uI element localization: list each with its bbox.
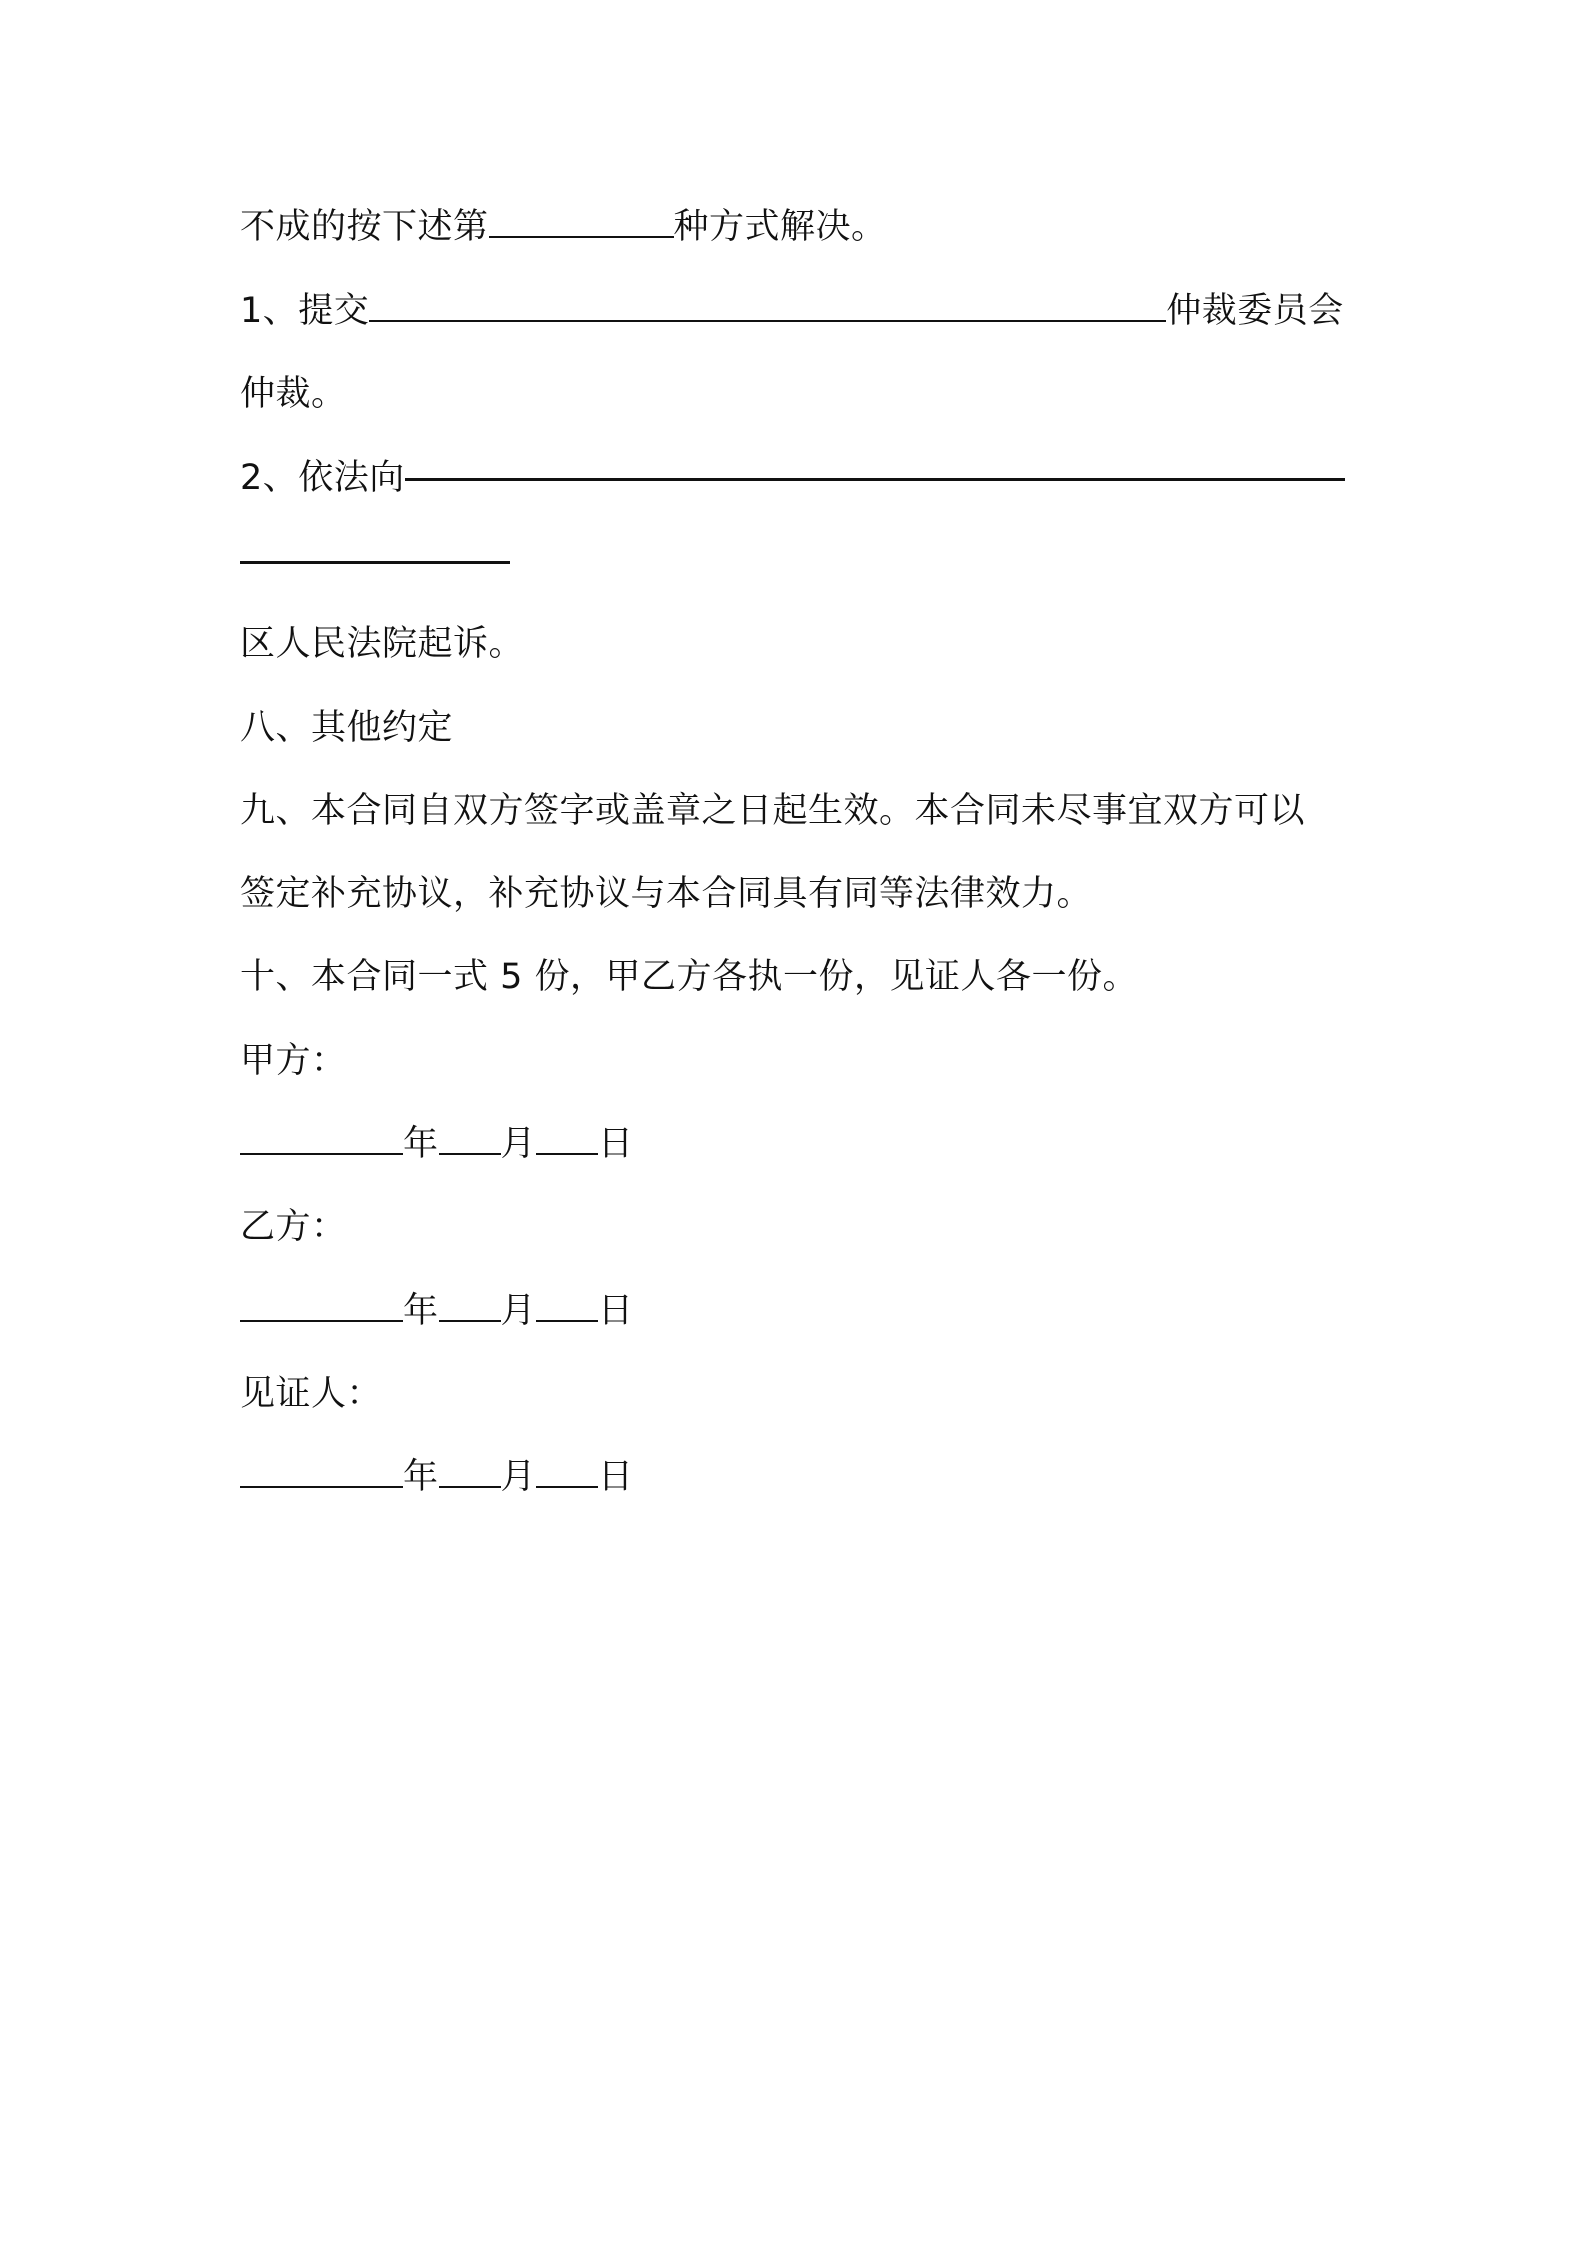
party-b-date-line [240, 1286, 634, 1336]
party-a-year-label: 年 [403, 1124, 439, 1164]
party-b-label: 乙方： [240, 1207, 347, 1247]
party-b-year-blank [240, 1286, 403, 1322]
witness-date-line [240, 1452, 634, 1502]
court-option-line [240, 453, 1345, 503]
party-a-date-line [240, 1119, 634, 1169]
arbitration-committee-blank [369, 286, 1166, 322]
arbitration-option-line [240, 286, 1344, 336]
party-a-month-blank [439, 1119, 501, 1155]
witness-year-blank [240, 1452, 403, 1488]
party-b-year-label: 年 [403, 1291, 439, 1331]
court-dash-line-2-row [240, 536, 510, 586]
section-9-line-1: 九、本合同自双方签字或盖章之日起生效。本合同未尽事宜双方可以 [240, 791, 1306, 831]
arbitration-suffix: 仲裁委员会 [1166, 291, 1344, 331]
party-b-month-blank [439, 1286, 501, 1322]
dispute-prefix: 不成的按下述第 [240, 207, 489, 247]
arbitration-continuation: 仲裁。 [240, 374, 347, 414]
party-a-label: 甲方： [240, 1041, 347, 1081]
court-dash-line-2 [240, 561, 510, 564]
party-a-month-label: 月 [500, 1124, 537, 1164]
court-label: 2、依法向 [240, 458, 405, 498]
dispute-resolution-line [240, 202, 887, 252]
party-b-month-label: 月 [500, 1291, 537, 1331]
witness-month-label: 月 [500, 1457, 537, 1497]
court-continuation: 区人民法院起诉。 [240, 624, 525, 664]
section-10: 十、本合同一式 5 份，甲乙方各执一份，见证人各一份。 [240, 957, 1139, 997]
party-a-year-blank [240, 1119, 403, 1155]
party-a-day-label: 日 [598, 1124, 634, 1164]
section-9-line-2: 签定补充协议，补充协议与本合同具有同等法律效力。 [240, 874, 1093, 914]
court-dash-line-1 [405, 478, 1345, 481]
witness-day-label: 日 [598, 1457, 634, 1497]
witness-label: 见证人： [240, 1374, 383, 1414]
arbitration-label: 1、提交 [240, 291, 370, 331]
party-b-day-blank [536, 1286, 598, 1322]
party-a-day-blank [536, 1119, 598, 1155]
witness-month-blank [439, 1452, 501, 1488]
party-b-day-label: 日 [598, 1291, 634, 1331]
witness-year-label: 年 [403, 1457, 439, 1497]
method-number-blank [489, 202, 674, 238]
witness-day-blank [536, 1452, 598, 1488]
dispute-suffix: 种方式解决。 [673, 207, 887, 247]
section-8-heading: 八、其他约定 [240, 708, 454, 748]
